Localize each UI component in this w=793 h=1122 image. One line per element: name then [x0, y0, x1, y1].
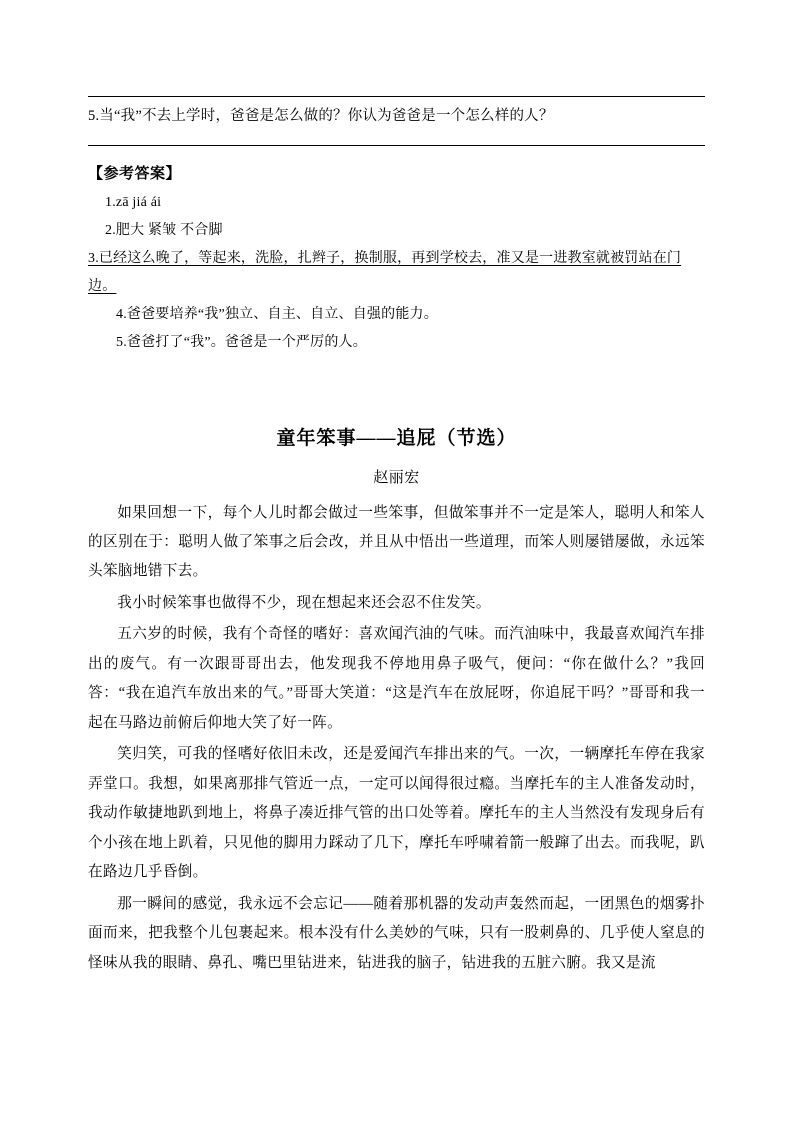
answer-item-5: 5.爸爸打了“我”。爸爸是一个严厉的人。 [116, 334, 367, 350]
answer-item-3-wrapper [88, 245, 705, 301]
question-line [88, 103, 705, 131]
answer-item-1: 1.zā jiá ái [105, 194, 162, 210]
article [88, 423, 705, 979]
answer-item-2: 2.肥大 紧皱 不合脚 [105, 222, 223, 238]
article-title: 童年笨事——追屁（节选） [276, 427, 517, 449]
question-bottom-rule [88, 145, 705, 146]
question-number: 5. [88, 108, 100, 124]
article-paragraph: 如果回想一下，每个人儿时都会做过一些笨事，但做笨事并不一定是笨人，聪明人和笨人的区别在于：聪明人做了笨事之后会改，并且从中悟出一些道理，而笨人则屡错屡做，永远笨头笨脑地错下去。 [88, 504, 705, 580]
question-top-rule [88, 96, 705, 97]
answer-item-4: 4.爸爸要培养“我”独立、自主、自立、自强的能力。 [116, 306, 438, 322]
article-author: 赵丽宏 [373, 469, 420, 486]
question-text: 当“我”不去上学时，爸爸是怎么做的？你认为爸爸是一个怎么样的人？ [99, 108, 554, 124]
article-paragraph: 我小时候笨事也做得不少，现在想起来还会忍不住发笑。 [117, 594, 491, 611]
article-paragraph: 五六岁的时候，我有个奇怪的嗜好：喜欢闻汽油的气味。而汽油味中，我最喜欢闻汽车排出的废气。有一次跟哥哥出去，他发现我不停地用鼻子吸气，便问：“你在做什么？”我回答：“我在追汽车放出来的气。”哥哥大笑道：“这是汽车在放屁呀，你追屁干吗？”哥哥和我一起在马路边前俯后仰地大笑了好一阵。 [88, 626, 705, 731]
answer-item-3: 3.已经这么晚了，等起来，洗脸，扎辫子，换制服，再到学校去，准又是一进教室就被罚站在门边。 [88, 250, 682, 294]
answers-heading: 【参考答案】 [88, 165, 182, 182]
article-paragraph: 笑归笑，可我的怪嗜好依旧未改，还是爱闻汽车排出来的气。一次，一辆摩托车停在我家弄堂口。我想，如果离那排气管近一点，一定可以闻得很过瘾。当摩托车的主人准备发动时，我动作敏捷地趴到地上，将鼻子凑近排气管的出口处等着。摩托车的主人当然没有发现身后有个小孩在地上趴着，只见他的脚用力踩动了几下，摩托车呼啸着箭一般蹿了出去。而我呢，趴在路边几乎昏倒。 [88, 746, 705, 881]
article-paragraph: 那一瞬间的感觉，我永远不会忘记——随着那机器的发动声轰然而起，一团黑色的烟雾扑面而来，把我整个儿包裹起来。根本没有什么美妙的气味，只有一股刺鼻的、几乎使人窒息的怪味从我的眼睛、鼻孔、嘴巴里钻进来，钻进我的脑子，钻进我的五脏六腑。我又是流 [88, 895, 705, 971]
